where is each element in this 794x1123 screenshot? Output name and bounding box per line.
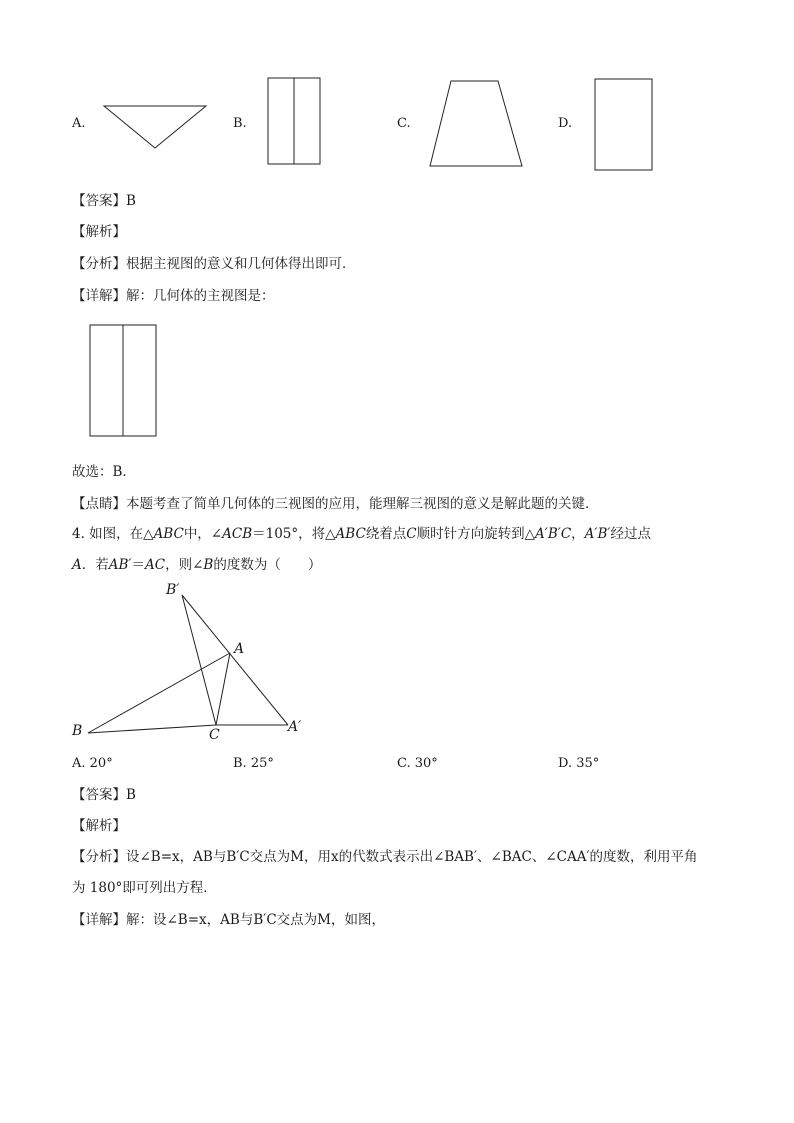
q4-answer: 【答案】B: [72, 787, 136, 803]
q4-option-d: D. 35°: [558, 756, 600, 771]
q3-xiangjie: 【详解】解：几何体的主视图是：: [72, 288, 275, 304]
option-a-label: A.: [72, 116, 86, 131]
q4-question-line1: 4. 如图，在△ABC中，∠ACB＝105°，将△ABC绕着点C顺时针方向旋转到△A′B′C，A′B′经过点: [72, 526, 651, 542]
q3-fenxi: 【分析】根据主视图的意义和几何体得出即可．: [72, 256, 356, 272]
q3-guxuan: 故选：B．: [72, 464, 136, 480]
label-a-prime: A′: [288, 719, 302, 735]
q4-fenxi-line1: 【分析】设∠B=x，AB与B′C交点为M，用x的代数式表示出∠BAB′、∠BAC、∠CAA′的度数，利用平角: [72, 849, 698, 865]
q4-option-a: A. 20°: [72, 756, 113, 771]
label-b: B: [72, 723, 83, 739]
q4-question-line2: A．若AB′＝AC，则∠B的度数为（ ）: [72, 557, 322, 573]
label-b-prime: B′: [166, 582, 180, 598]
q4-option-c: C. 30°: [397, 756, 438, 771]
q4-jiexi: 【解析】: [72, 818, 126, 834]
option-b-label: B.: [233, 116, 247, 131]
q3-jiexi: 【解析】: [72, 224, 126, 240]
q3-dianjing: 【点睛】本题考查了简单几何体的三视图的应用，能理解三视图的意义是解此题的关键．: [72, 496, 599, 512]
q4-option-b: B. 25°: [233, 756, 274, 771]
option-c-label: C.: [397, 116, 411, 131]
option-d-label: D.: [558, 116, 573, 131]
label-c: C: [209, 727, 220, 743]
label-a: A: [234, 641, 245, 657]
q4-xiangjie: 【详解】解：设∠B=x，AB与B′C交点为M，如图，: [72, 912, 385, 928]
q3-answer: 【答案】B: [72, 193, 136, 209]
q4-fenxi-line2: 为 180°即可列出方程．: [72, 880, 217, 896]
